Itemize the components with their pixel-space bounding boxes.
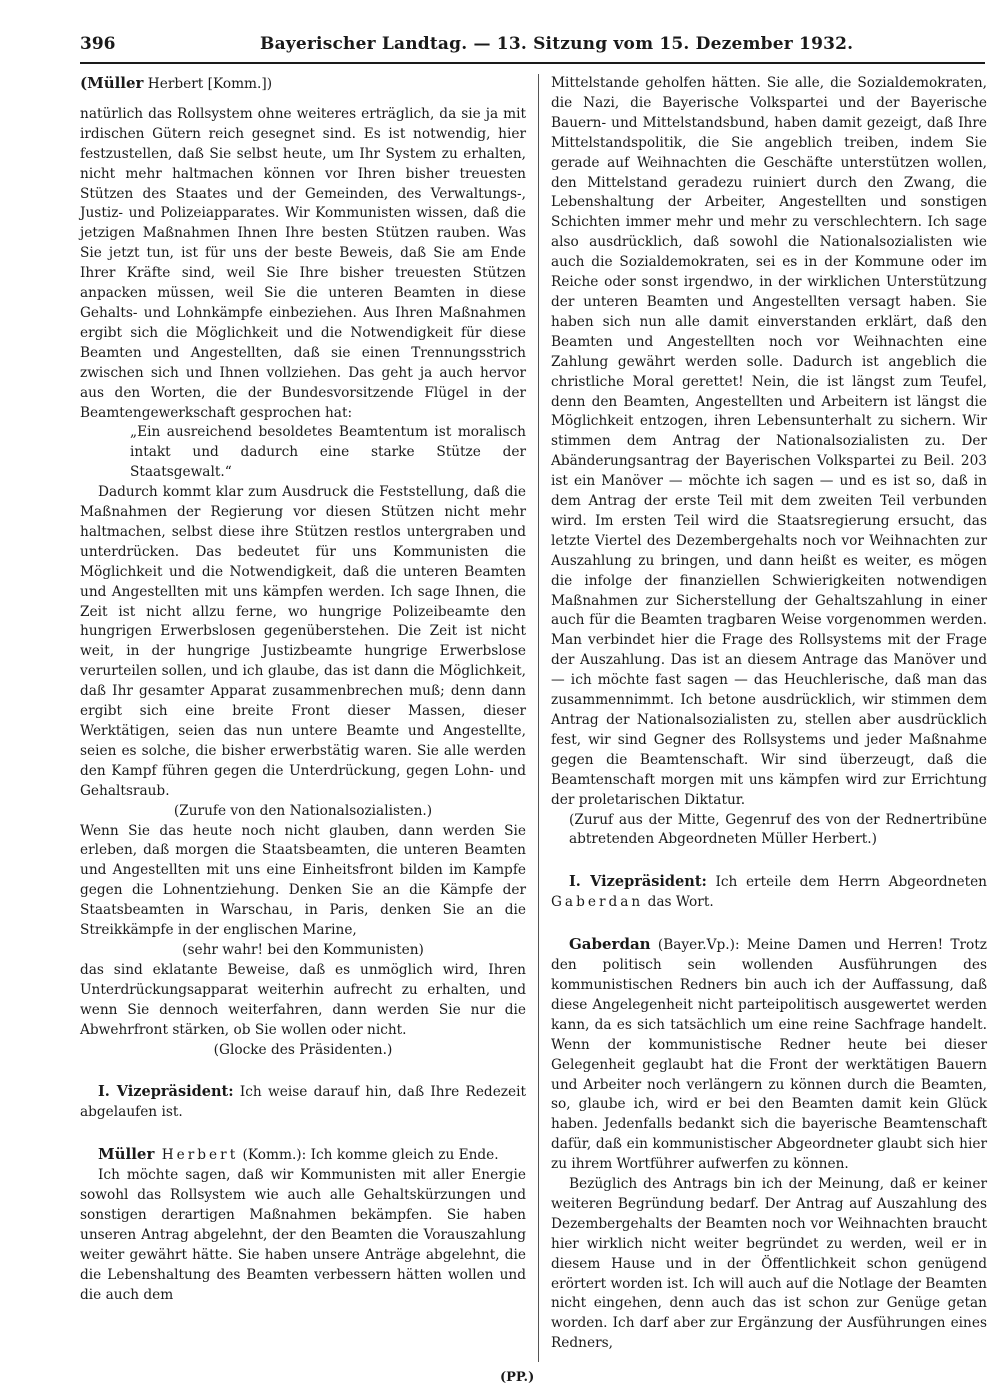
interjection: (Glocke des Präsidenten.) bbox=[213, 1041, 393, 1058]
vice-president-remark bbox=[80, 1082, 526, 1123]
speaker-role: I. Vizepräsident: bbox=[98, 1083, 234, 1101]
right-column bbox=[551, 74, 987, 1354]
page-number: 396 bbox=[80, 34, 116, 54]
quotation: „Ein ausreichend besoldetes Beamtentum ist moralisch intakt und dadurch eine starke Stütze der Staatsgewalt.“ bbox=[130, 424, 526, 481]
speaker-name: Gaberdan bbox=[569, 935, 651, 954]
left-column bbox=[80, 74, 526, 1305]
speaker-affiliation: (Komm.): Ich komme gleich zu Ende. bbox=[238, 1147, 499, 1164]
paragraph: das sind eklatante Beweise, daß es unmöglich wird, Ihren Unterdrückungsapparat weiterhin aufrecht zu erhalten, und wenn Sie dennoch weiterfahren, dann werden Sie nur die Abwehrfront stärken, ob Sie wollen oder nicht. bbox=[80, 961, 526, 1038]
remark-text: Ich erteile dem Herrn Abgeordneten bbox=[706, 874, 987, 891]
speaker-heading bbox=[80, 74, 526, 95]
speaker-name: Müller bbox=[98, 1145, 155, 1164]
paragraph: Ich möchte sagen, daß wir Kommunisten mit aller Energie sowohl das Rollsystem wie auch alle Gehaltskürzungen und sonstigen derartigen Maßnahmen bekämpfen. Sie haben unseren Antrag abgelehnt, der den Beamten die Vorauszahlung weiter gewährt hätte. Sie haben unsere Anträge abgelehnt, die die Lebenshaltung des Beamten verbessern hätten wollen und die auch dem bbox=[80, 1167, 526, 1303]
speaker-statement bbox=[551, 935, 987, 1175]
page-header bbox=[80, 32, 985, 64]
speaker-name: (Müller bbox=[80, 74, 144, 92]
paragraph: natürlich das Rollsystem ohne weiteres erträglich, da sie ja mit irdischen Gütern reich gesegnet sind. Es ist notwendig, hier festzustellen, daß Sie selbst heute, um Ihr System zu erhalten, nicht mehr haltmachen können vor Ihren bisher treuesten Stützen des Staates und der Gemeinden, des Verwaltungs-, Justiz- und Polizeiapparates. Wir Kommunisten wissen, daß die jetzigen Maßnahmen Ihnen Ihre besten Stützen rauben. Was Sie jetzt tun, ist für uns der beste Beweis, daß Sie am Ende Ihrer Kräfte sind, weil Sie Ihre bisher treuesten Stützen anpacken müssen, weil Sie die unteren Beamten in diese Gehalts- und Lohnkämpfe einbeziehen. Aus Ihren Maßnahmen ergibt sich die Möglichkeit und die Notwendigkeit für diese Beamten und Angestellten, daß sie einen Trennungsstrich zwischen sich und Ihnen vollziehen. Das geht ja auch hervor aus den Worten, die der Bundesvorsitzende Flügel in der Beamtengewerkschaft gesprochen hat: bbox=[80, 105, 526, 421]
remark-text: das Wort. bbox=[643, 894, 714, 911]
paragraph: Wenn Sie das heute noch nicht glauben, dann werden Sie erleben, daß morgen die Staatsbeamten, die unteren Beamten und Angestellten mit uns eine Einheitsfront bilden im Kampfe gegen die Lohnentziehung. Denken Sie an die Kämpfe der Staatsbeamten in Warschau, in Paris, denken Sie an die Streikkämpfe in der englischen Marine, bbox=[80, 822, 526, 939]
speech-text: (Bayer.Vp.): Meine Damen und Herren! Trotz den politisch sein wollenden Ausführungen des kommunistischen Redners bin auch ich der Auffassung, daß diese Angelegenheit nicht parteipolitisch ausgewertet werden kann, da es sich tatsächlich um eine reine Sachfrage handelt. Wenn der kommunistische Redner heute bei dieser Gelegenheit geglaubt hat die Front der werktätigen Bauern und Arbeiter noch verlängern zu können durch die Beamten, so, glaube ich, wird er bei den Beamten damit kein Glück haben. Jedenfalls bedankt sich die bayerische Beamtenschaft dafür, daß ein kommunistischer Abgeordneter glaubt sich hier zu ihrem Wortführer aufwerfen zu können. bbox=[551, 937, 987, 1173]
speaker-role: I. Vizepräsident: bbox=[569, 873, 707, 891]
speaker-firstname: Herbert bbox=[154, 1147, 239, 1164]
paragraph: Bezüglich des Antrags bin ich der Meinung, daß er keiner weiteren Begründung bedarf. Der Antrag auf Auszahlung des Dezembergehalts der Beamten noch vor Weihnachten braucht hier wirklich nicht weiter begründet zu werden, weil er in diesem Hause und in der Öffentlichkeit schon genügend erörtert worden ist. Ich will auch auf die Notlage der Beamten nicht eingehen, denn auch das ist schon zur Genüge getan worden. Ich darf aber zur Ergänzung der Ausführungen eines Redners, bbox=[551, 1176, 987, 1352]
running-head: Bayerischer Landtag. — 13. Sitzung vom 15. Dezember 1932. bbox=[260, 34, 854, 54]
interjection: (Zurufe von den Nationalsozialisten.) bbox=[173, 802, 433, 819]
column-divider bbox=[538, 74, 539, 1362]
vice-president-remark bbox=[551, 872, 987, 913]
interjection: (sehr wahr! bei den Kommunisten) bbox=[182, 941, 424, 958]
interjection: (Zuruf aus der Mitte, Gegenruf des von der Rednertribüne abtretenden Abgeordneten Müller Herbert.) bbox=[569, 811, 987, 848]
printer-mark: (PP.) bbox=[500, 1370, 535, 1385]
member-name: Gaberdan bbox=[551, 894, 644, 911]
speaker-affiliation: Herbert [Komm.]) bbox=[143, 76, 273, 92]
speaker-resumes bbox=[80, 1145, 526, 1166]
paragraph: Mittelstande geholfen hätten. Sie alle, die Sozialdemokraten, die Nazi, die Bayerische Volkspartei und der Bayerische Bauern- und Mittelstandsbund, haben damit gezeigt, daß Ihre Mittelstandspolitik, die Sie angeblich treiben, indem Sie gerade auf Weihnachten die Geschäfte unterstützen wollen, den Mittelstand geradezu ruiniert durch den Zwang, die Lebenshaltung der Arbeiter, Angestellten und sonstigen Schichten immer mehr und mehr zu verschlechtern. Ich sage also ausdrücklich, daß sowohl die Nationalsozialisten wie auch die Sozialdemokraten, sei es in der Kommune oder im Reiche oder sonst irgendwo, in der wirklichen Unterstützung der unteren Beamten und Angestellten versagt haben. Sie haben sich nun alle damit einverstanden erklärt, daß den Beamten und Angestellten noch vor Weihnachten eine Zahlung gewährt werden solle. Dadurch ist angeblich die christliche Moral gerettet! Nein, die ist längst zum Teufel, denn den Beamten, Angestellten und Arbeitern ist längst die Möglichkeit entzogen, ihren Lebensunterhalt zu sichern. Wir stimmen dem Antrag der Nationalsozialisten zu. Der Abänderungsantrag der Bayerischen Volkspartei zu Beil. 203 ist ein Manöver — möchte ich sagen — und es ist so, daß in dem Antrag der erste Teil mit dem zweiten Teil verbunden wird. Im ersten Teil wird die Staatsregierung ersucht, das letzte Viertel des Dezembergehalts noch vor Weihnachten zur Auszahlung zu bringen, und dann heißt es weiter, es mögen die infolge der finanziellen Schwierigkeiten notwendigen Maßnahmen zur Sicherstellung der Gehaltszahlung in einer auch für die Beamten tragbaren Weise vorgenommen werden. Man verbindet hier die Frage des Rollsystems mit der Frage der Auszahlung. Das ist an diesem Antrage das Manöver und — ich möchte fast sagen — das Heuchlerische, daß man das zusammennimmt. Ich betone ausdrücklich, wir stimmen dem Antrag der Nationalsozialisten zu, stellen aber ausdrücklich fest, wir sind Gegner des Rollsystems und jeder Maßnahme gegen die Beamtenschaft. Wir sind überzeugt, daß die Beamtenschaft morgen mit uns kämpfen wird zur Errichtung der proletarischen Diktatur. bbox=[551, 75, 987, 808]
remark-text: Ich weise darauf hin, daß Ihre Redezeit abgelaufen ist. bbox=[80, 1084, 526, 1121]
paragraph: Dadurch kommt klar zum Ausdruck die Feststellung, daß die Maßnahmen der Regierung vor diesen Stützen nicht mehr haltmachen, selbst diese ihre Stützen restlos untergraben und unterdrücken. Das bedeutet für uns Kommunisten die Möglichkeit und die Notwendigkeit, daß die unteren Beamten und Angestellten mit uns kämpfen werden. Ich sage Ihnen, die Zeit ist nicht allzu ferne, wo hungrige Polizeibeamte den hungrigen Erwerbslosen gegenüberstehen. Die Zeit ist nicht weit, in der hungrige Justizbeamte hungrige Erwerbslose verurteilen sollen, und ich glaube, das ist dann die Möglichkeit, daß Ihr gesamter Apparat zusammenbrechen muß; denn dann ergibt sich eine breite Front dieser Massen, dieser Werktätigen, seien das nun untere Beamte und Angestellte, seien es solche, die bisher erwerbstätig waren. Sie alle werden den Kampf führen gegen die Unterdrückung, gegen Lohn- und Gehaltsraub. bbox=[80, 484, 526, 799]
